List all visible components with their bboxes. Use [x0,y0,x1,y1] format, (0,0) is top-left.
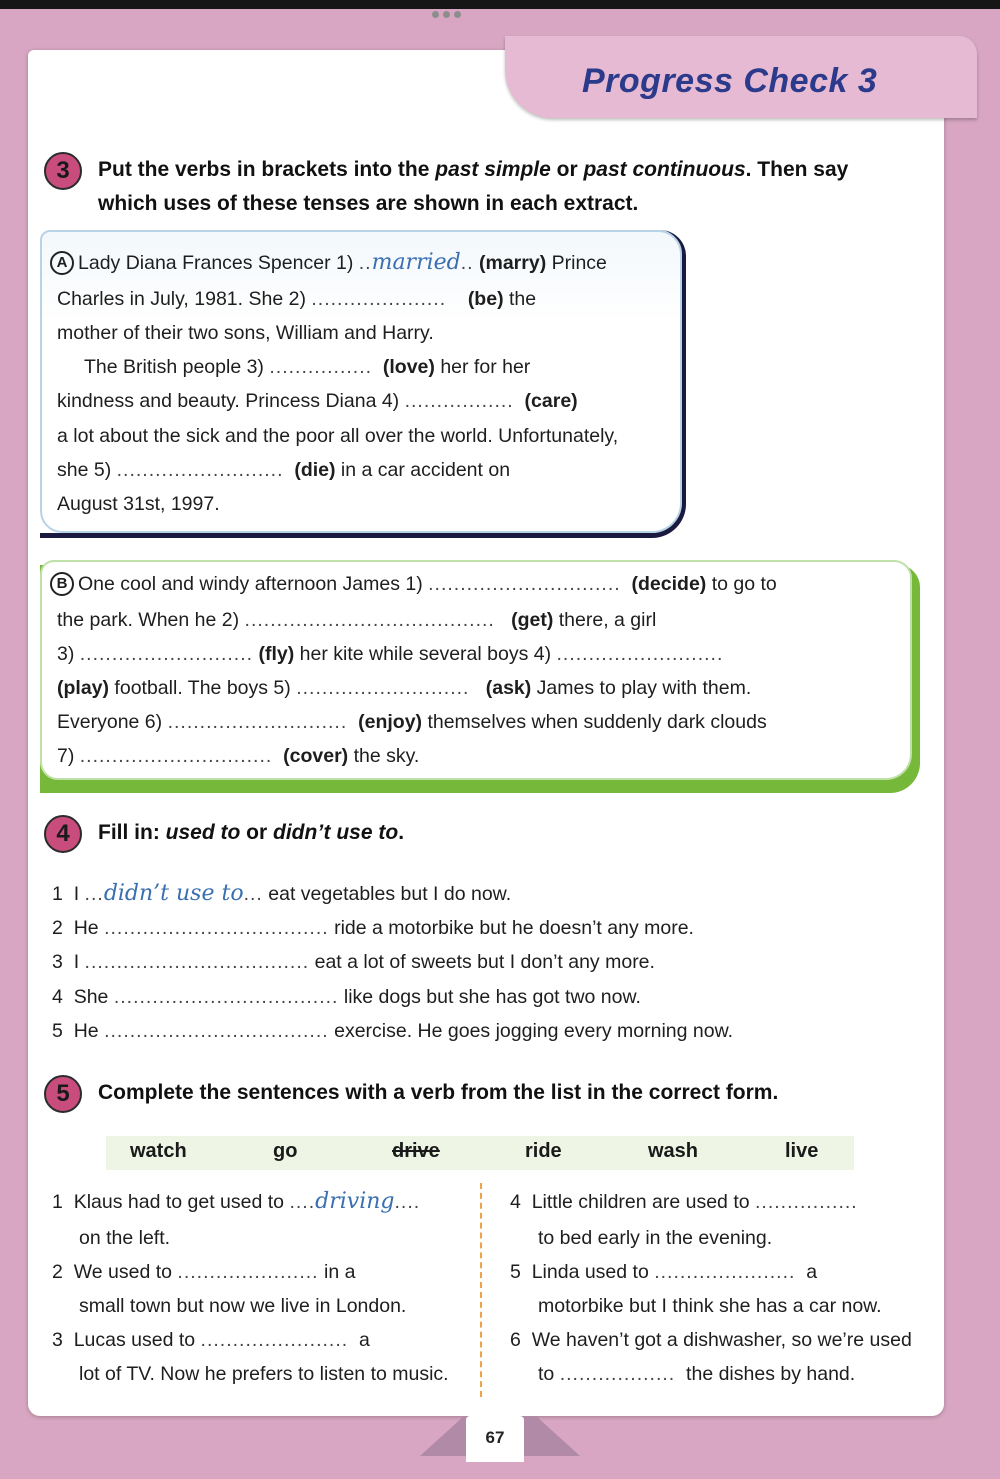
top-bar [0,0,1000,9]
extract-a-line-5: kindness and beauty. Princess Diana 4) ................. (care) [57,390,578,412]
exercise-5-number: 5 [44,1075,82,1113]
ex4-item-3: 3 I ................................... eat a lot of sweets but I don’t any more. [52,951,655,973]
word-wash: wash [648,1140,699,1162]
answer-field[interactable]: ................ [269,356,373,378]
page-title: Progress Check 3 [582,62,878,100]
extract-a-line-3: mother of their two sons, William and Harry. [57,322,434,344]
answer-field[interactable]: ............................ [167,711,348,733]
exercise-3-number: 3 [44,152,82,190]
page-number: 67 [466,1416,524,1462]
ex5-item-5-line-2: motorbike but I think she has a car now. [538,1295,882,1317]
answer-field[interactable]: ................................... [104,1020,329,1042]
word-ride: ride [525,1140,562,1162]
answer-field[interactable]: ........................... [79,643,254,665]
word-go: go [273,1140,298,1162]
extract-b-line-5: Everyone 6) ............................ (enjoy) themselves when suddenly dark clouds [57,711,767,733]
ex5-item-2: 2 We used to ...................... in a [52,1261,356,1283]
exercise-5-title: Complete the sentences with a verb from the list in the correct form. [98,1081,779,1104]
answer-field[interactable]: ................. [404,390,514,412]
ex5-item-4-line-2: to bed early in the evening. [538,1227,773,1249]
exercise-4-number: 4 [44,815,82,853]
ex5-item-3-line-2: lot of TV. Now he prefers to listen to music. [79,1363,449,1385]
answer-field[interactable]: ...................... [654,1261,796,1283]
extract-a-line-8: August 31st, 1997. [57,493,220,515]
answer-field[interactable]: ................................... [84,951,310,973]
extract-a-line-1: A Lady Diana Frances Spencer 1) ..married.. (marry) Prince [50,251,607,275]
answer-field[interactable]: ....................... [200,1329,349,1351]
answer-field[interactable]: .......................... [556,643,724,665]
answer-field[interactable]: married [371,250,461,275]
answer-field[interactable]: ...................... [177,1261,319,1283]
extract-a-box [40,230,682,533]
answer-field[interactable]: ................ [755,1191,858,1213]
ex5-item-2-line-2: small town but now we live in London. [79,1295,407,1317]
extract-b-line-3: 3) ........................... (fly) her kite while several boys 4) .......................... [57,643,724,665]
extract-a-line-4: The British people 3) ................ (love) her for her [84,356,531,378]
extract-b-label: B [50,572,74,596]
answer-field[interactable]: .................. [559,1363,676,1385]
extract-a-line-7: she 5) .......................... (die) in a car accident on [57,459,511,481]
answer-field[interactable]: ................................... [113,986,339,1008]
ex4-item-5: 5 He ................................... exercise. He goes jogging every morning now. [52,1020,733,1042]
answer-field[interactable]: ........................... [296,677,470,699]
answer-field[interactable]: .............................. [79,745,273,767]
answer-field[interactable]: didn’t use to [103,881,244,906]
extract-b-line-4: (play) football. The boys 5) ........................... (ask) James to play with them. [57,677,752,699]
ex5-item-6: 6 We haven’t got a dishwasher, so we’re used [510,1329,912,1351]
ex5-item-4: 4 Little children are used to ................ [510,1191,858,1213]
column-divider [480,1183,482,1397]
answer-field[interactable]: ................................... [104,917,329,939]
exercise-4-title: Fill in: used to or didn’t use to. [98,821,405,844]
answer-field[interactable]: .............................. [428,573,621,595]
extract-b-line-2: the park. When he 2) ....................................... (get) there, a girl [57,609,657,631]
more-dots-icon[interactable] [432,11,468,21]
ex5-item-5: 5 Linda used to ...................... a [510,1261,818,1283]
extract-a-label: A [50,251,74,275]
answer-field[interactable]: driving [315,1189,395,1214]
extract-b-line-1: B One cool and windy afternoon James 1) .............................. (decide) to go to [50,572,777,596]
word-watch: watch [130,1140,187,1162]
ex4-item-4: 4 She ................................... like dogs but she has got two now. [52,986,641,1008]
answer-field[interactable]: .......................... [116,459,284,481]
ex5-item-1-line-2: on the left. [79,1227,171,1249]
ex5-item-3: 3 Lucas used to ....................... a [52,1329,370,1351]
extract-b-line-6: 7) .............................. (cover) the sky. [57,745,420,767]
extract-a-line-2: Charles in July, 1981. She 2) ..................... (be) the [57,288,537,310]
exercise-3-title: Put the verbs in brackets into the past simple or past continuous. Then say which uses of these tenses are shown in each extract. [98,158,849,215]
ex4-item-1: 1 I ...didn’t use to... eat vegetables but I do now. [52,881,512,906]
word-live: live [785,1140,819,1162]
word-list-box [106,1136,854,1170]
answer-field[interactable]: ....................................... [244,609,495,631]
ex4-item-2: 2 He ................................... ride a motorbike but he doesn’t any more. [52,917,694,939]
ex5-item-6-line-2: to .................. the dishes by hand. [538,1363,856,1385]
ex5-item-1: 1 Klaus had to get used to ....driving.... [52,1189,421,1214]
extract-a-line-6: a lot about the sick and the poor all over the world. Unfortunately, [57,425,619,447]
word-drive: drive [392,1140,440,1162]
answer-field[interactable]: ..................... [311,288,447,310]
